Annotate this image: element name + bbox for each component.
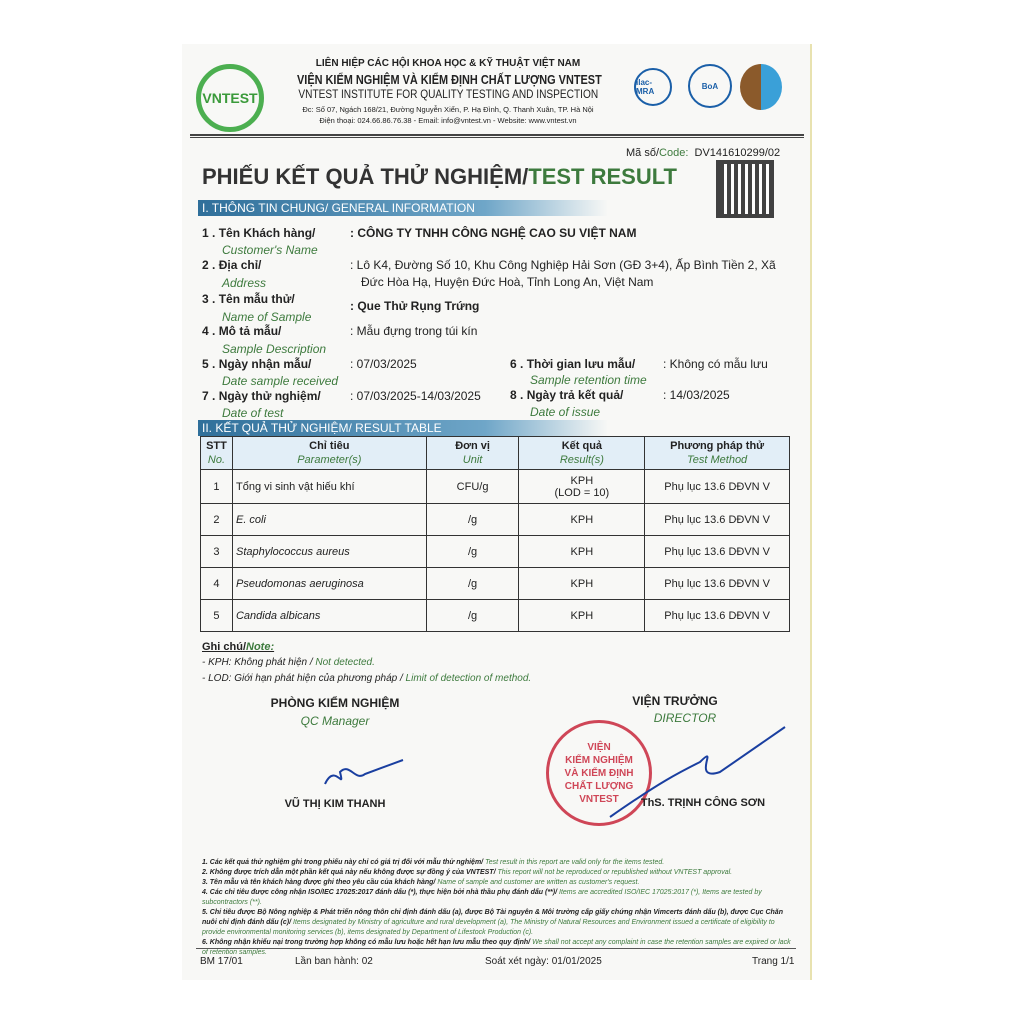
notes-title: Ghi chú/Note: (202, 641, 275, 653)
sample-name: : Que Thử Rụng Trứng (350, 299, 480, 313)
section-result-table: II. KẾT QUẢ THỬ NGHIỆM/ RESULT TABLE (198, 420, 608, 436)
vntest-logo: VNTEST (196, 64, 264, 132)
footer-divider (196, 948, 796, 949)
table-row: 5 Candida albicans /g KPH Phụ lục 13.6 DĐVN V (201, 600, 790, 632)
document-code: Mã số/Code: DV141610299/02 (626, 147, 781, 159)
form-number: BM 17/01 (200, 956, 243, 967)
qr-code-icon (716, 160, 774, 218)
customer-name: : CÔNG TY TNHH CÔNG NGHỆ CAO SU VIỆT NAM (350, 226, 637, 240)
table-header: STT No. Chỉ tiêu Parameter(s) Đơn vị Unit Kết quả Result(s) Phương pháp thử Test Method (201, 437, 790, 470)
table-row: 4 Pseudomonas aeruginosa /g KPH Phụ lục 13.6 DĐVN V (201, 568, 790, 600)
retention-time: : Không có mẫu lưu (663, 357, 768, 371)
boa-badge: BoA (688, 64, 732, 108)
institute-name-en: VNTEST INSTITUTE FOR QUALITY TESTING AND INSPECTION (298, 89, 598, 101)
director-name: ThS. TRỊNH CÔNG SƠN (640, 797, 766, 809)
table-row: 2 E. coli /g KPH Phụ lục 13.6 DĐVN V (201, 504, 790, 536)
federation-name: LIÊN HIỆP CÁC HỘI KHOA HỌC & KỸ THUẬT VIỆT NAM (315, 58, 581, 69)
note-lod: - LOD: Giới hạn phát hiện của phương pháp / Limit of detection of method. (202, 673, 532, 684)
institute-contact: Điện thoại: 024.66.86.76.38 - Email: info@vntest.vn - Website: www.vntest.vn (319, 116, 577, 125)
page-number: Trang 1/1 (752, 956, 795, 967)
institute-address: Đc: Số 07, Ngách 168/21, Đường Nguyễn Xiển, P. Hạ Đình, Q. Thanh Xuân, TP. Hà Nội (302, 105, 594, 114)
test-date: : 07/03/2025-14/03/2025 (350, 389, 481, 403)
ilac-mra-badge: ilac-MRA (634, 68, 672, 106)
issue-date: : 14/03/2025 (663, 388, 730, 402)
note-kph: - KPH: Không phát hiện / Not detected. (202, 657, 375, 668)
sample-description: : Mẫu đựng trong túi kín (350, 324, 478, 338)
qc-signature-icon (315, 752, 405, 792)
table-row: 1 Tổng vi sinh vật hiếu khí CFU/g KPH (LOD = 10) Phụ lục 13.6 DĐVN V (201, 470, 790, 504)
footnotes: 1. Các kết quả thử nghiệm ghi trong phiếu này chỉ có giá trị đối với mẫu thử nghiệm/ Test result in this report are valid only for the items tested. 2. Không được trích dẫn một phần kết quả này nếu không được sự đồng ý của VNTEST/ This report will not be reproduced or republished without VNTEST approval. 3. Tên mẫu và tên khách hàng được ghi theo yêu cầu của khách hàng/ Name of sample and customer are written as customer's request. 4. Các chỉ tiêu được công nhận ISO/IEC 17025:2017 đánh dấu (*), thực hiện bởi nhà thầu phụ đánh dấu (**)/ Items are accredited ISO/IEC 17025:2017 (*), Items are tested by subcontractors (**). 5. Chỉ tiêu được Bộ Nông nghiệp & Phát triển nông thôn chỉ định đánh dấu (a), được Bộ Tài nguyên & Môi trường cấp giấy chứng nhận Vimcerts đánh dấu (b), được Cục Chăn nuôi chỉ định đánh dấu (c)/ Items designated by Ministry of agriculture and rural development (a), The Ministry of Natural Resources and Environment issued a certificate of eligibility to provide environmental monitoring services (b), items designated by Department of Lifestock Production (c). 6. Không nhận khiếu nại trong trường hợp không có mẫu lưu hoặc hết hạn lưu mẫu theo quy định/ We shall not accept any complaint in case the retention samples are expired or lack of retention samples. (202, 859, 791, 956)
customer-address: : Lô K4, Đường Số 10, Khu Công Nghiệp Hải Sơn (GĐ 3+4), Ấp Bình Tiền 2, Xã (350, 258, 776, 272)
table-row: 3 Staphylococcus aureus /g KPH Phụ lục 13.6 DĐVN V (201, 536, 790, 568)
director-title: VIỆN TRƯỞNG (632, 694, 718, 708)
vimcerts-logo-icon (740, 64, 782, 110)
qc-manager-name: VŨ THỊ KIM THANH (284, 798, 386, 810)
page-title: PHIẾU KẾT QUẢ THỬ NGHIỆM/TEST RESULT (202, 164, 677, 189)
section-general-info: I. THÔNG TIN CHUNG/ GENERAL INFORMATION (198, 200, 608, 216)
review-date: Soát xét ngày: 01/01/2025 (485, 956, 602, 967)
result-table (200, 436, 790, 632)
qc-manager-title: PHÒNG KIỂM NGHIỆM (270, 696, 400, 710)
date-received: : 07/03/2025 (350, 357, 417, 371)
header-divider (190, 134, 804, 138)
official-stamp: VIỆN KIỂM NGHIỆM VÀ KIỂM ĐỊNH CHẤT LƯỢNG VNTEST (546, 720, 652, 826)
edition: Lần ban hành: 02 (295, 956, 373, 967)
institute-name-vi: VIỆN KIỂM NGHIỆM VÀ KIỂM ĐỊNH CHẤT LƯỢNG VNTEST (297, 72, 602, 87)
